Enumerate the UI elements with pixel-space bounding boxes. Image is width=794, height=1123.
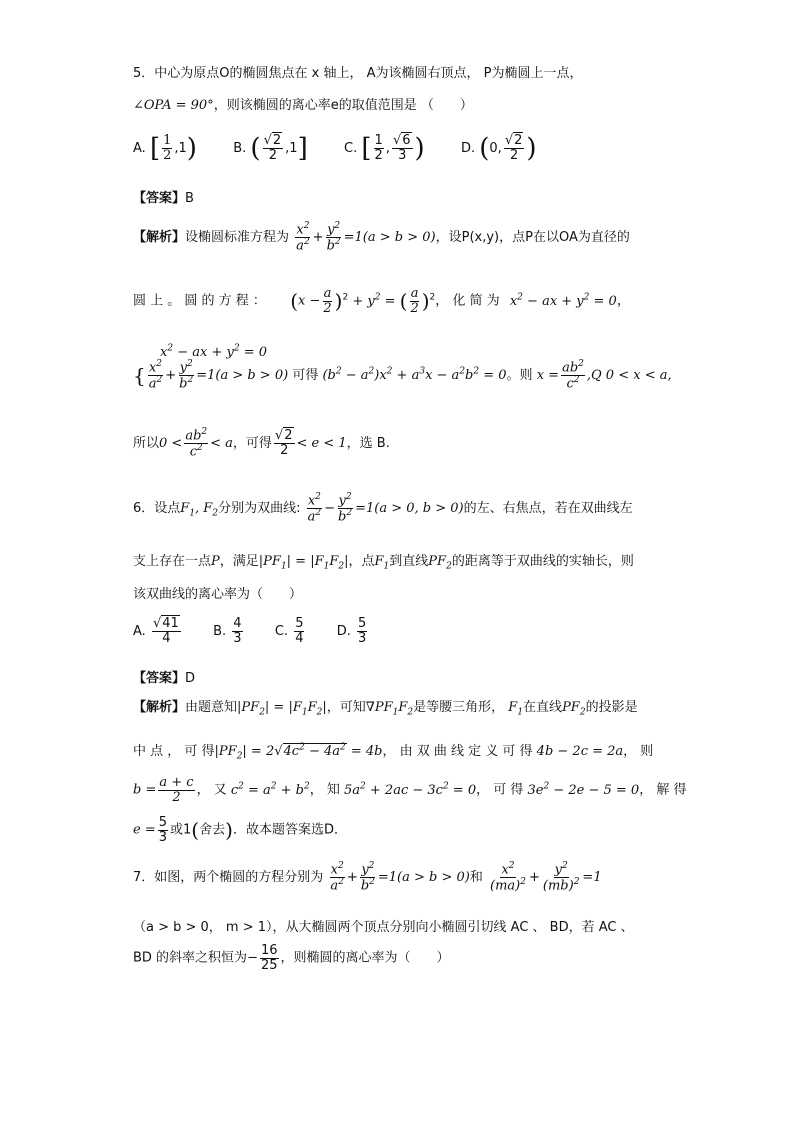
q6-option-a: A. $\frac{√41}{4}$ [133, 616, 179, 646]
q6-exp-line1: 【解析】由题意知$|PF_2| = |F_1F_2|$，可知$\nabla PF_1F_2$是等腰三角形， $F_1$在直线$PF_2$的投影是 [133, 700, 638, 718]
q5-exp-line3: { $\frac{x^2}{a^2}$ + $\frac{y^2}{b^2}$ =1(a > b > 0) 可得 $(b^2 - a^2)x^2 + a^3x - a^2b^2 = 0$。则 x = $\frac{ab^2}{c^2}$ ,Q 0 < x < a, [133, 359, 672, 392]
q6-option-d: D. $\frac{5}{3}$ [336, 616, 367, 646]
q6-answer: 【答案】D [133, 671, 196, 686]
q7-line3: BD 的斜率之积恒为− $\frac{16}{25}$ ，则椭圆的离心率为（ ） [133, 943, 450, 973]
q5-option-a: A. [ $\frac{1}{2}$ ,1) [133, 132, 197, 163]
q6-line1: 6．设点$F_1$, $F_2$分别为双曲线: $\frac{x^2}{a^2}$ − $\frac{y^2}{b^2}$ =1(a > 0, b > 0)的左、右焦点，若在双曲线左 [133, 492, 633, 525]
q5-option-b: B. ( $\frac{√2}{2}$ ,1] [233, 132, 308, 163]
q6-line2: 支上存在一点P，满足$|PF_1| = |F_1F_2|$，点$F_1$到直线$PF_2$的距离等于双曲线的实轴长，则 [133, 554, 634, 572]
q5-exp-line3-system-top: $x^2$ − ax + $y^2 = 0$ [160, 344, 267, 361]
q7-line1: 7．如图，两个椭圆的方程分别为 $\frac{x^2}{a^2}$ + $\frac{y^2}{b^2}$ =1(a > b > 0)和 $\frac{x^2}{(ma)^2}$ + $\frac{y^2}{(mb)^2}$ =1 [133, 861, 602, 894]
q5-answer: 【答案】B [133, 191, 194, 206]
q5-exp-line2: 圆 上 。 圆 的 方 程 ： (x − $\frac{a}{2}$ )$^2 + y^2$ = ( $\frac{a}{2}$ )$^2$， 化 简 为 $x^2$ − ax + $y^2 = 0$， [133, 286, 630, 316]
q6-exp-line3: b = $\frac{a + c}{2}$ ， 又 $c^2 = a^2 + b^2$， 知 $5a^2 + 2ac - 3c^2 = 0$， 可 得 $3e^2 - 2e - 5 = 0$， 解 得 [133, 775, 687, 805]
q6-options [133, 617, 369, 645]
q5-option-d: D. (0, $\frac{√2}{2}$ ) [460, 132, 537, 163]
q6-line3: 该双曲线的离心率为（ ） [133, 587, 303, 602]
q5-exp-line4: 所以0 < $\frac{ab^2}{c^2}$ < a，可得 $\frac{√2}{2}$ < e < 1，选 B. [133, 427, 390, 460]
q6-exp-line2: 中 点 ， 可 得$|PF_2| = 2√4c^2 - 4a^2 = 4b$， 由 双 曲 线 定 义 可 得 4b − 2c = 2a， 则 [133, 742, 654, 762]
q5-exp-line1: 【解析】设椭圆标准方程为 $\frac{x^2}{a^2}$ + $\frac{y^2}{b^2}$ =1(a > b > 0)，设P(x,y)，点P在以OA为直径的 [133, 221, 630, 254]
q5-line1: 5．中心为原点O的椭圆焦点在 x 轴上， A为该椭圆右顶点， P为椭圆上一点， [133, 66, 583, 81]
q6-option-c: C. $\frac{5}{4}$ [274, 616, 304, 646]
q5-option-c: C. [ $\frac{1}{2}$ , $\frac{√6}{3}$ ) [344, 132, 425, 163]
q6-option-b: B. $\frac{4}{3}$ [213, 616, 242, 646]
q5-line2: ∠OPA = 90°，则该椭圆的离心率e的取值范围是 （ ） [133, 98, 473, 113]
q7-line2: （a > b > 0， m > 1），从大椭圆两个顶点分别向小椭圆引切线 AC 、 BD，若 AC 、 [133, 920, 634, 935]
q6-exp-line4: e = $\frac{5}{3}$ 或1(舍去)．故本题答案选D． [133, 815, 347, 845]
q5-options [133, 133, 537, 163]
